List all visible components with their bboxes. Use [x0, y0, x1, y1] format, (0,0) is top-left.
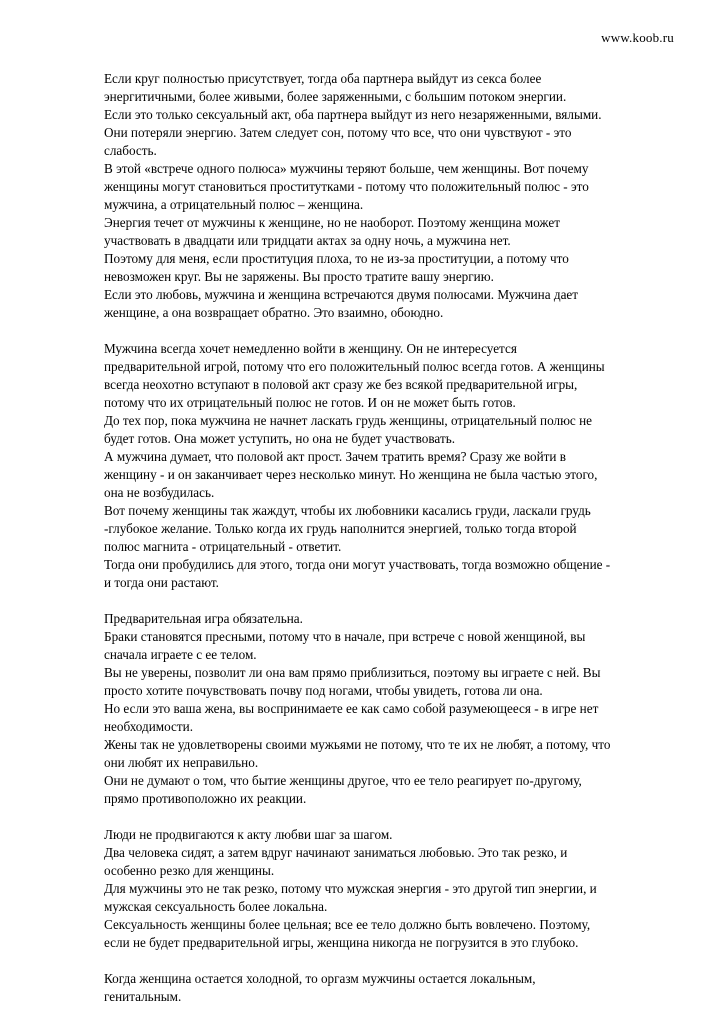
- paragraph: [104, 70, 684, 322]
- text-line: -глубокое желание. Только когда их грудь наполнится энергией, только тогда второй: [104, 521, 577, 536]
- text-line: будет готов. Она может уступить, но она не будет участвовать.: [104, 431, 456, 446]
- text-line: женщину - и он заканчивает через несколько минут. Но женщина не была частью этого,: [104, 467, 598, 482]
- text-line: они любят их неправильно.: [104, 755, 259, 770]
- text-line: Если круг полностью присутствует, тогда оба партнера выйдут из секса более: [104, 71, 542, 86]
- text-line: Сексуальность женщины более цельная; все ее тело должно быть вовлечено. Поэтому,: [104, 917, 591, 932]
- text-line: мужчина, а отрицательный полюс – женщина.: [104, 197, 364, 212]
- text-line: женщине, а она возвращает обратно. Это взаимно, обоюдно.: [104, 305, 444, 320]
- text-line: Люди не продвигаются к акту любви шаг за шагом.: [104, 827, 393, 842]
- text-line: Вы не уверены, позволит ли она вам прямо приблизиться, поэтому вы играете с ней. Вы: [104, 665, 601, 680]
- text-line: Вот почему женщины так жаждут, чтобы их любовники касались груди, ласкали грудь: [104, 503, 591, 518]
- text-line: участвовать в двадцати или тридцати актах за одну ночь, а мужчина нет.: [104, 233, 511, 248]
- text-line: Но если это ваша жена, вы воспринимаете ее как само собой разумеющееся - в игре нет: [104, 701, 599, 716]
- text-line: В этой «встрече одного полюса» мужчины теряют больше, чем женщины. Вот почему: [104, 161, 589, 176]
- text-line: Браки становятся пресными, потому что в начале, при встрече с новой женщиной, вы: [104, 629, 586, 644]
- text-line: просто хотите почувствовать почву под ногами, чтобы увидеть, готова ли она.: [104, 683, 543, 698]
- text-line: Они потеряли энергию. Затем следует сон, потому что все, что они чувствуют - это: [104, 125, 572, 140]
- text-line: необходимости.: [104, 719, 194, 734]
- text-line: Тогда они пробудились для этого, тогда они могут участвовать, тогда возможно общение -: [104, 557, 611, 572]
- text-line: если не будет предварительной игры, женщина никогда не погрузится в это глубоко.: [104, 935, 579, 950]
- text-line: сначала играете с ее телом.: [104, 647, 257, 662]
- text-line: женщины могут становиться проститутками - потому что положительный полюс - это: [104, 179, 589, 194]
- text-line: Они не думают о том, что бытие женщины другое, что ее тело реагирует по-другому,: [104, 773, 582, 788]
- text-line: Если это любовь, мужчина и женщина встречаются двумя полюсами. Мужчина дает: [104, 287, 579, 302]
- text-line: Предварительная игра обязательна.: [104, 611, 303, 626]
- text-line: Для мужчины это не так резко, потому что мужская энергия - это другой тип энергии, и: [104, 881, 597, 896]
- text-line: слабость.: [104, 143, 157, 158]
- text-line: энергитичными, более живыми, более заряженными, с большим потоком энергии.: [104, 89, 567, 104]
- text-line: Если это только сексуальный акт, оба партнера выйдут из него незаряженными, вялыми.: [104, 107, 602, 122]
- text-line: мужская сексуальность более локальна.: [104, 899, 328, 914]
- text-line: прямо противоположно их реакции.: [104, 791, 307, 806]
- text-line: всегда неохотно вступают в половой акт сразу же без всякой предварительной игры,: [104, 377, 578, 392]
- text-line: А мужчина думает, что половой акт прост. Зачем тратить время? Сразу же войти в: [104, 449, 567, 464]
- document-body: [104, 70, 684, 1024]
- paragraph: [104, 970, 684, 1006]
- text-line: и тогда они растают.: [104, 575, 219, 590]
- text-line: Два человека сидят, а затем вдруг начинают заниматься любовью. Это так резко, и: [104, 845, 568, 860]
- text-line: предварительной игрой, потому что его положительный полюс всегда готов. А женщины: [104, 359, 605, 374]
- paragraph: [104, 610, 684, 808]
- paragraph: [104, 340, 684, 592]
- text-line: невозможен круг. Вы не заряжены. Вы просто тратите вашу энергию.: [104, 269, 494, 284]
- text-line: До тех пор, пока мужчина не начнет ласкать грудь женщины, отрицательный полюс не: [104, 413, 592, 428]
- text-line: потому что их отрицательный полюс не готов. И он не может быть готов.: [104, 395, 516, 410]
- text-line: Энергия течет от мужчины к женщине, но не наоборот. Поэтому женщина может: [104, 215, 560, 230]
- header-url: www.koob.ru: [601, 30, 674, 45]
- text-line: особенно резко для женщины.: [104, 863, 275, 878]
- text-line: генитальным.: [104, 989, 182, 1004]
- text-line: Жены так не удовлетворены своими мужьями не потому, что те их не любят, а потому, что: [104, 737, 611, 752]
- text-line: Когда женщина остается холодной, то оргазм мужчины остается локальным,: [104, 971, 536, 986]
- text-line: Поэтому для меня, если проституция плоха, то не из-за проституции, а потому что: [104, 251, 569, 266]
- paragraph: [104, 826, 684, 952]
- text-line: полюс магнита - отрицательный - ответит.: [104, 539, 342, 554]
- text-line: Мужчина всегда хочет немедленно войти в женщину. Он не интересуется: [104, 341, 517, 356]
- text-line: она не возбудилась.: [104, 485, 215, 500]
